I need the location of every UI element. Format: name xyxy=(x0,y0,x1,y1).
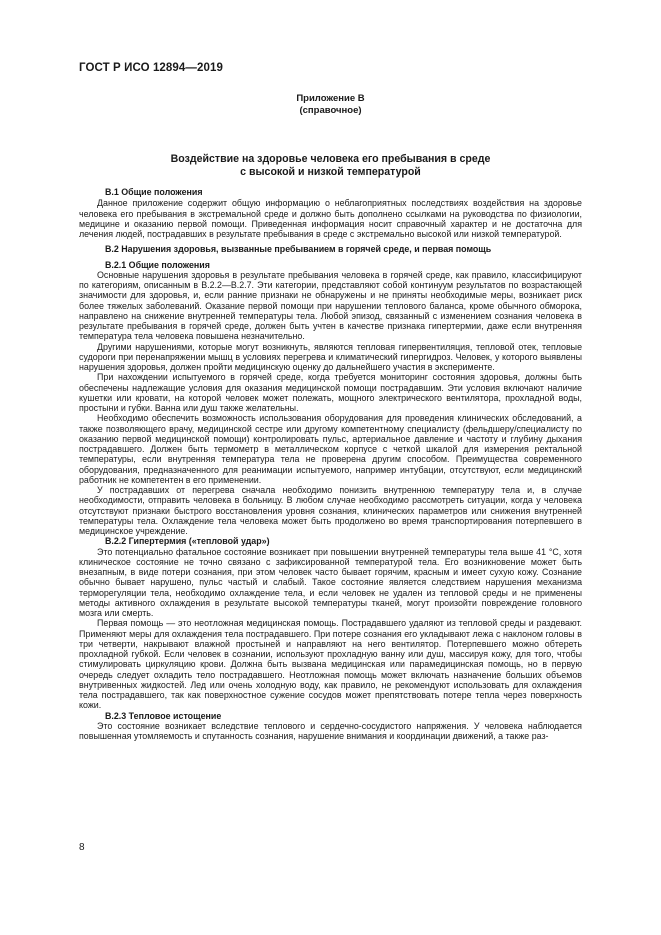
paragraph: Основные нарушения здоровья в результате пребывания человека в горячей среде, как правило, классифицируют по категориям, описанным в В.2.2—В.2.7. Эти категории, представляют собой континуум результатов по возрастающей значимости для здоровья, и, если ранние признаки не обнаружены и не приняты необходимые меры, возникает риск более тяжелых заболеваний. Оказание первой помощи при нарушении теплового баланса, кроме обычного обморока, направлено на снижение внутренней температуры тела. Любой эпизод, связанный с изменением сознания человека в результате пребывания в горячей среде, должен быть учтен в качестве признака гипертермии, даже если внутренняя температура тела человека повышена незначительно. xyxy=(79,269,582,342)
body-text xyxy=(79,187,582,741)
section-heading-b2-1: В.2.1 Общие положения xyxy=(105,259,210,270)
appendix-heading xyxy=(79,153,582,179)
section-heading-b2-2: В.2.2 Гипертермия («тепловой удар») xyxy=(105,536,270,547)
paragraph: Первая помощь — это неотложная медицинская помощь. Пострадавшего удаляют из тепловой среды и раздевают. Применяют меры для охлаждения тела пострадавшего. При потере сознания его укладывают лежа с наклоном головы в три четверти, накрывают влажной простыней и направляют на него вентилятор. Потерпевшего можно обтереть прохладной губкой. Если человек в сознании, используют прохладную ванну или душ, массируя кожу, для того, чтобы стимулировать циркуляцию крови. Должна быть вызвана медицинская или парамедицинская помощь, но в первую очередь следует охладить тело пострадавшего. Неотложная помощь может включать назначение больших объемов внутривенных жидкостей. Лед или очень холодную воду, как правило, не рекомендуют использовать для охлаждения тела пострадавшего, так как поверхностное сужение сосудов может препятствовать потере тепла через поверхность кожи. xyxy=(79,618,582,711)
appendix-label xyxy=(79,93,582,117)
section-heading-b2-3: В.2.3 Тепловое истощение xyxy=(105,710,222,721)
paragraph: Это состояние возникает вследствие теплового и сердечно-сосудистого напряжения. У человека наблюдается повышенная утомляемость и спутанность сознания, нарушение внимания и координации движений, а также раз- xyxy=(79,720,582,741)
paragraph: Данное приложение содержит общую информацию о неблагоприятных последствиях воздействия на здоровье человека его пребывания в экстремальной среде и должно быть дополнено ссылками на руководства по физиологии, медицине и оказанию первой помощи. Приведенная информация носит справочный характер и не достаточна для лечения людей, пострадавших в результате пребывания в среде с экстремально высокой или низкой температурой. xyxy=(79,198,582,239)
paragraph: У пострадавших от перегрева сначала необходимо понизить внутреннюю температуру тела и, в случае необходимости, отправить человека в больницу. В любом случае необходимо рассмотреть ситуации, когда у человека отсутствуют признаки быстрого восстановления уровня сознания, клинических параметров или снижения внутренней температуры тела. Охлаждение тела человека может быть продолжено во время транспортирования потерпевшего в медицинское учреждение. xyxy=(79,485,582,536)
document-header: ГОСТ Р ИСО 12894—2019 xyxy=(79,62,224,74)
appendix-title: Приложение В xyxy=(296,93,365,104)
paragraph: Другими нарушениями, которые могут возникнуть, являются тепловая гипервентиляция, тепловой отек, тепловые судороги при перенапряжении мышц в условиях перегрева и климатический гипергидроз. Человек, у которого выявлены нарушения здоровья, должен пройти медицинскую оценку до дальнейшего участия в эксперименте. xyxy=(79,341,582,372)
page-number: 8 xyxy=(79,842,85,853)
paragraph: Это потенциально фатальное состояние возникает при повышении внутренней температуры тела выше 41 °С, хотя клиническое состояние не точно связано с зафиксированной температурой тела. Его возникновение может быть внезапным, в виде потери сознания, при этом человек часто бывает горячим, красным и имеет сухую кожу. Сознание обычно бывает нарушено, пульс частый и слабый. Такое состояние является следствием нарушения механизма терморегуляции тела, необходимо охлаждение тела, и если человек не удален из тепловой среды и не применены методы активного охлаждения в результате высокой температуры тканей, могут произойти повреждение головного мозга или смерть. xyxy=(79,546,582,618)
appendix-subtitle: (справочное) xyxy=(299,105,362,116)
heading-line-1: Воздействие на здоровье человека его пребывания в среде xyxy=(170,153,491,165)
paragraph: Необходимо обеспечить возможность использования оборудования для проведения клинических обследований, а также позволяющего врачу, медицинской сестре или другому компетентному специалисту (фельдшеру/специалисту по оказанию первой медицинской помощи) контролировать пульс, артериальное давление и частоту и глубину дыхания пострадавшего. Должен быть термометр в металлическом корпусе с четкой шкалой для измерения ректальной температуры, если внутренняя температура тела не проверена другим способом. Преимущества современного оборудования, предназначенного для реанимации испытуемого, например интубации, отсутствуют, если медицинский работник не компетентен в его применении. xyxy=(79,413,582,485)
section-heading-b1: В.1 Общие положения xyxy=(105,187,203,197)
section-heading-b2: В.2 Нарушения здоровья, вызванные пребыванием в горячей среде, и первая помощь xyxy=(105,244,492,255)
paragraph: При нахождении испытуемого в горячей среде, когда требуется мониторинг состояния здоровья, должны быть обеспечены надлежащие условия для оказания медицинской помощи пострадавшим. Эти условия включают наличие кушетки или кровати, на которой человек может полежать, мощного электрического вентилятора, прохладной воды, простыни и губки. Ванна или душ также желательны. xyxy=(79,372,582,413)
heading-line-2: с высокой и низкой температурой xyxy=(240,166,421,179)
